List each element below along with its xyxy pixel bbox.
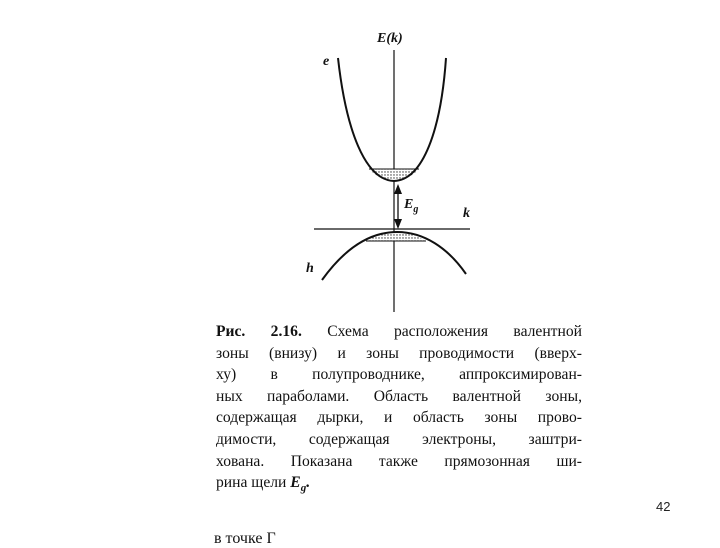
band-gap-label (404, 198, 418, 217)
caption-line-7: хована. Показана также прямозонная ши- (216, 452, 582, 470)
valence-band-label: h (306, 261, 314, 276)
k-axis-label: k (463, 206, 470, 221)
caption-line-8-text: рина щели (216, 474, 287, 492)
caption-line-1 (216, 321, 582, 343)
band-gap-arrow-head-down (394, 219, 402, 229)
caption-line-1-text: Схема расположения валентной (327, 323, 582, 340)
figure-number: Рис. 2.16. (216, 323, 302, 340)
conduction-band-label: e (323, 54, 330, 69)
page-number: 42 (656, 499, 671, 514)
band-gap-label-main: E (404, 197, 414, 212)
caption-line-6: димости, содержащая электроны, заштри- (216, 430, 582, 448)
figure-caption (216, 321, 582, 500)
caption-gap-symbol: $E_g$. (290, 474, 311, 495)
caption-line-2: зоны (внизу) и зоны проводимости (вверх- (216, 344, 582, 362)
conduction-band-curve (338, 58, 446, 181)
band-gap-label-sub: g (413, 203, 419, 215)
caption-line-8 (216, 472, 582, 500)
energy-axis-label: E(k) (377, 31, 403, 46)
caption-line-4: ных параболами. Область валентной зоны, (216, 387, 582, 405)
caption-line-3: ху) в полупроводнике, аппроксимирован- (216, 366, 582, 384)
band-gap-arrow-head-up (394, 184, 402, 194)
caption-line-5: содержащая дырки, и область зоны прово- (216, 409, 582, 427)
electron-shaded-region (369, 169, 419, 182)
bottom-cutoff-text: в точке Г (214, 530, 276, 547)
